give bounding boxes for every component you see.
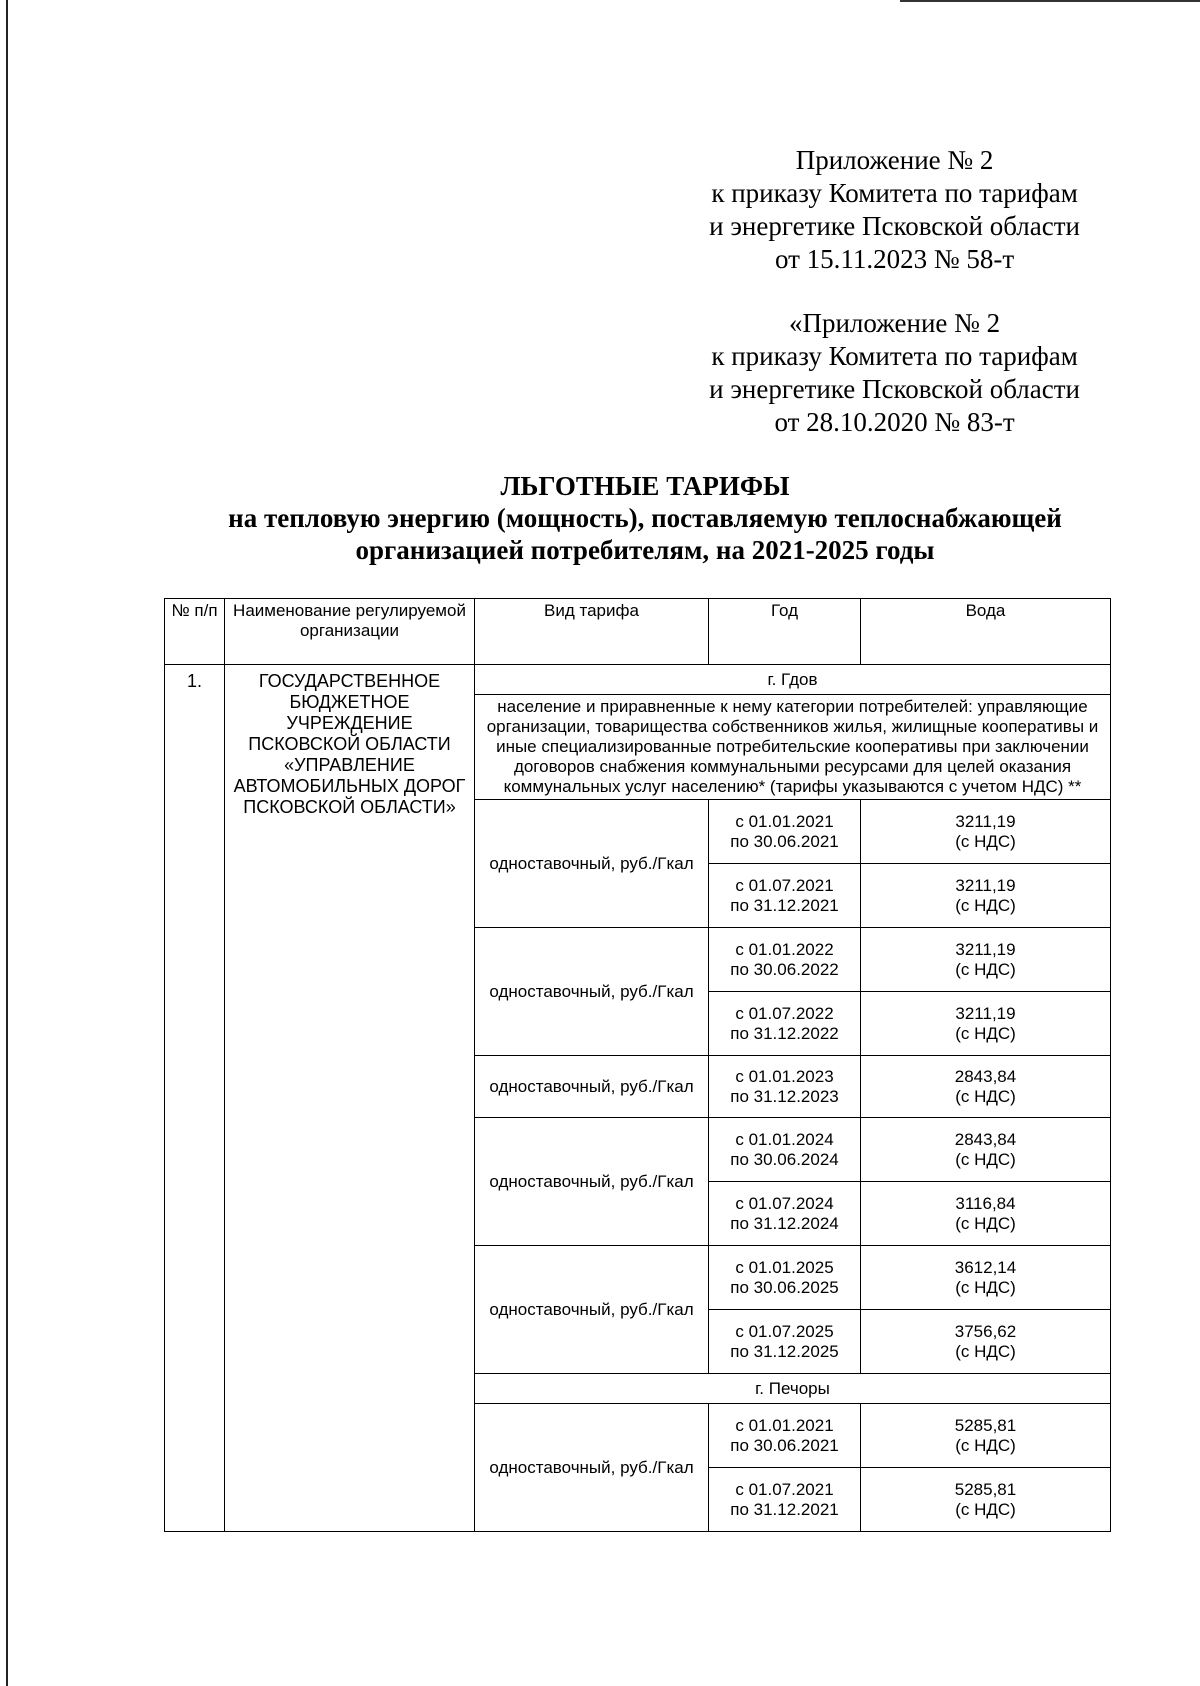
region-row	[165, 665, 1111, 695]
tariff-type: одноставочный, руб./Гкал	[475, 1246, 709, 1374]
consumer-category: население и приравненные к нему категории потребителей: управляющие организации, товарищества собственников жилья, жилищные кооперативы и иные специализированные потребительские кооперативы при заключении договоров снабжения коммунальными ресурсами для целей оказания коммунальных услуг населению* (тарифы указываются с учетом НДС) **	[475, 695, 1111, 800]
period-from: с 01.01.2021	[735, 811, 834, 831]
appendix-line: «Приложение № 2	[788, 308, 1001, 338]
tariff-type: одноставочный, руб./Гкал	[475, 1118, 709, 1246]
period-from: с 01.07.2025	[735, 1321, 834, 1341]
period-to: по 31.12.2023	[730, 1086, 839, 1106]
header-organization: Наименование регулируемой организации	[225, 599, 475, 665]
period-to: по 30.06.2024	[730, 1149, 839, 1169]
vat-note: (с НДС)	[955, 1023, 1016, 1043]
value-cell	[861, 1246, 1111, 1310]
period-cell	[709, 928, 861, 992]
tariff-value: 5285,81	[954, 1479, 1017, 1499]
period-from: с 01.07.2021	[735, 875, 834, 895]
tariff-type: одноставочный, руб./Гкал	[475, 928, 709, 1056]
header-num: № п/п	[165, 599, 225, 665]
appendix-line: к приказу Комитета по тарифам	[711, 178, 1078, 208]
tariff-value: 3211,19	[955, 875, 1016, 895]
period-from: с 01.01.2025	[735, 1257, 834, 1277]
scan-edge-top	[900, 0, 1200, 2]
appendix-line: к приказу Комитета по тарифам	[711, 341, 1078, 371]
period-to: по 31.12.2021	[730, 895, 839, 915]
tariff-type: одноставочный, руб./Гкал	[475, 1056, 709, 1118]
tariff-type: одноставочный, руб./Гкал	[475, 800, 709, 928]
appendix-previous	[709, 307, 1080, 439]
value-cell	[861, 992, 1111, 1056]
vat-note: (с НДС)	[955, 1086, 1016, 1106]
tariff-value: 2843,84	[954, 1066, 1017, 1086]
period-from: с 01.07.2022	[735, 1003, 834, 1023]
period-cell	[709, 1056, 861, 1118]
tariff-table	[164, 598, 1111, 1532]
appendix-current	[709, 144, 1080, 276]
period-cell	[709, 992, 861, 1056]
period-cell	[709, 1404, 861, 1468]
value-cell	[861, 800, 1111, 864]
value-cell	[861, 1182, 1111, 1246]
value-cell	[861, 864, 1111, 928]
period-from: с 01.01.2021	[735, 1415, 834, 1435]
appendix-line: и энергетике Псковской области	[709, 211, 1080, 241]
tariff-value: 5285,81	[954, 1415, 1017, 1435]
value-cell	[861, 1118, 1111, 1182]
vat-note: (с НДС)	[955, 895, 1016, 915]
vat-note: (с НДС)	[955, 1499, 1016, 1519]
value-cell	[861, 928, 1111, 992]
scan-edge-left	[6, 0, 8, 1686]
period-from: с 01.01.2023	[735, 1066, 834, 1086]
tariff-value: 2843,84	[954, 1129, 1017, 1149]
header-year: Год	[709, 599, 861, 665]
tariff-value: 3211,19	[955, 939, 1016, 959]
period-cell	[709, 1468, 861, 1532]
period-to: по 30.06.2025	[730, 1277, 839, 1297]
tariff-value: 3612,14	[954, 1257, 1017, 1277]
period-to: по 31.12.2025	[730, 1341, 839, 1361]
region-gdov: г. Гдов	[475, 665, 1111, 695]
vat-note: (с НДС)	[955, 1149, 1016, 1169]
period-to: по 30.06.2021	[730, 1435, 839, 1455]
appendix-line: и энергетике Псковской области	[709, 374, 1080, 404]
document-title	[180, 470, 1110, 566]
tariff-value: 3211,19	[955, 1003, 1016, 1023]
row-number: 1.	[165, 665, 225, 1532]
vat-note: (с НДС)	[955, 831, 1016, 851]
title-line: ЛЬГОТНЫЕ ТАРИФЫ	[500, 471, 790, 501]
tariff-value: 3116,84	[955, 1193, 1016, 1213]
period-to: по 31.12.2021	[730, 1499, 839, 1519]
period-cell	[709, 864, 861, 928]
title-line: на тепловую энергию (мощность), поставляемую теплоснабжающей	[228, 503, 1062, 533]
period-cell	[709, 1118, 861, 1182]
period-cell	[709, 800, 861, 864]
vat-note: (с НДС)	[955, 1341, 1016, 1361]
period-from: с 01.07.2024	[735, 1193, 834, 1213]
header-water: Вода	[861, 599, 1111, 665]
value-cell	[861, 1056, 1111, 1118]
appendix-line: от 15.11.2023 № 58-т	[774, 244, 1015, 274]
appendix-line: Приложение № 2	[795, 145, 994, 175]
value-cell	[861, 1310, 1111, 1374]
vat-note: (с НДС)	[955, 1277, 1016, 1297]
table-header-row	[165, 599, 1111, 665]
appendix-line: от 28.10.2020 № 83-т	[774, 407, 1015, 437]
period-from: с 01.01.2022	[735, 939, 834, 959]
period-to: по 31.12.2024	[730, 1213, 839, 1233]
title-line: организацией потребителям, на 2021-2025 годы	[355, 535, 935, 565]
period-from: с 01.07.2021	[735, 1479, 834, 1499]
period-to: по 30.06.2022	[730, 959, 839, 979]
period-cell	[709, 1182, 861, 1246]
value-cell	[861, 1468, 1111, 1532]
tariff-value: 3211,19	[955, 811, 1016, 831]
value-cell	[861, 1404, 1111, 1468]
region-pechory: г. Печоры	[475, 1374, 1111, 1404]
period-cell	[709, 1246, 861, 1310]
header-tariff-type: Вид тарифа	[475, 599, 709, 665]
period-cell	[709, 1310, 861, 1374]
vat-note: (с НДС)	[955, 1435, 1016, 1455]
organization-name: ГОСУДАРСТВЕННОЕ БЮДЖЕТНОЕ УЧРЕЖДЕНИЕ ПСКОВСКОЙ ОБЛАСТИ «УПРАВЛЕНИЕ АВТОМОБИЛЬНЫХ ДОРОГ ПСКОВСКОЙ ОБЛАСТИ»	[225, 665, 475, 1532]
period-from: с 01.01.2024	[735, 1129, 834, 1149]
period-to: по 31.12.2022	[730, 1023, 839, 1043]
tariff-value: 3756,62	[954, 1321, 1017, 1341]
period-to: по 30.06.2021	[730, 831, 839, 851]
vat-note: (с НДС)	[955, 1213, 1016, 1233]
vat-note: (с НДС)	[955, 959, 1016, 979]
tariff-type: одноставочный, руб./Гкал	[475, 1404, 709, 1532]
